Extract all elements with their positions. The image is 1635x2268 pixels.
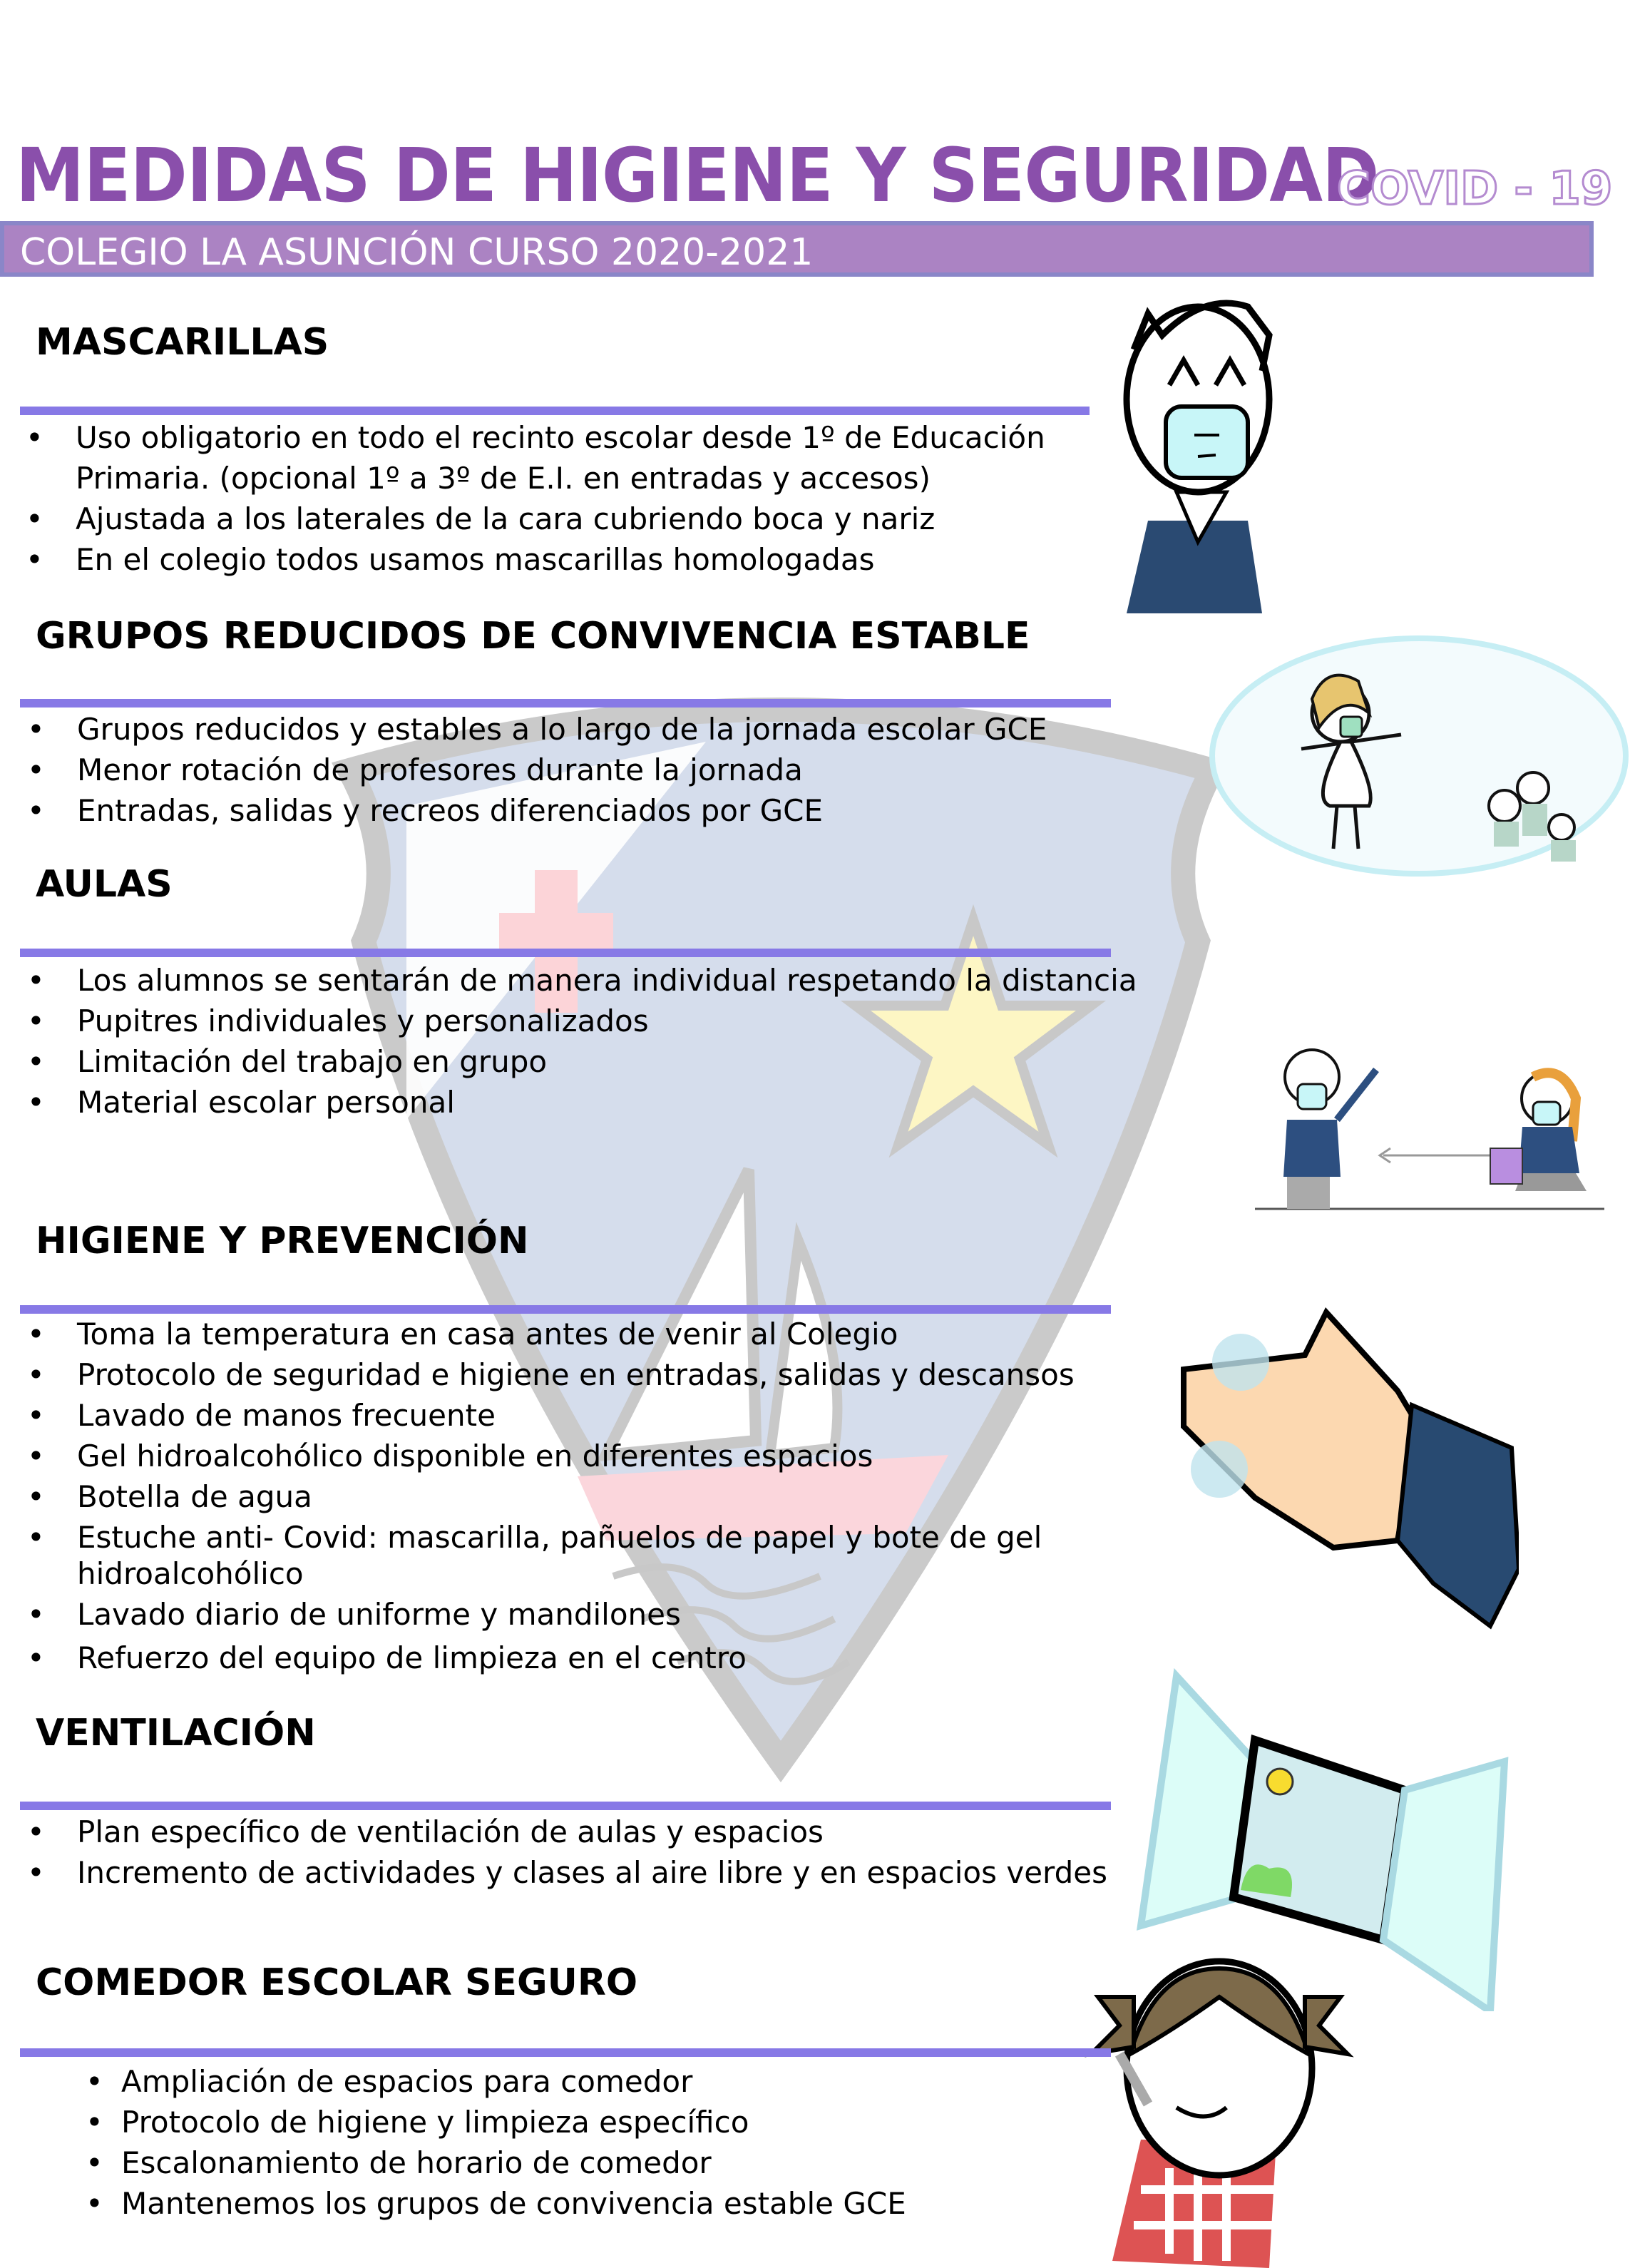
students-social-distance-icon bbox=[1248, 1041, 1619, 1234]
covid-badge: COVID - 19 bbox=[1337, 163, 1613, 215]
hand-washing-icon bbox=[1162, 1284, 1519, 1655]
list-item: • Botella de agua bbox=[14, 1476, 1075, 1517]
bullet-list bbox=[13, 417, 1045, 580]
child-eating-icon bbox=[1070, 1954, 1369, 2268]
bullet-list bbox=[14, 709, 1047, 831]
list-item: • Lavado diario de uniforme y mandilones bbox=[14, 1594, 1075, 1635]
boy-wearing-mask-icon bbox=[1119, 292, 1283, 620]
section-heading: COMEDOR ESCOLAR SEGURO bbox=[36, 1961, 638, 2004]
section-divider bbox=[20, 1802, 1111, 1810]
section-divider bbox=[20, 699, 1111, 708]
list-item-continuation: hidroalcohólico bbox=[77, 1556, 304, 1591]
subtitle-band bbox=[0, 221, 1594, 277]
bullet-list bbox=[14, 960, 1137, 1123]
list-item: • Limitación del trabajo en grupo bbox=[14, 1041, 1137, 1082]
list-item: • Mantenemos los grupos de convivencia estable GCE bbox=[14, 2183, 906, 2224]
section-divider bbox=[20, 407, 1090, 415]
list-item: • Estuche anti- Covid: mascarilla, pañuelos de papel y bote de gel bbox=[14, 1517, 1075, 1558]
section-heading: HIGIENE Y PREVENCIÓN bbox=[36, 1220, 529, 1262]
list-item: • Gel hidroalcohólico disponible en diferentes espacios bbox=[14, 1436, 1075, 1476]
list-item: • Grupos reducidos y estables a lo largo de la jornada escolar GCE bbox=[14, 709, 1047, 750]
section-heading: VENTILACIÓN bbox=[36, 1712, 316, 1754]
list-item: • Toma la temperatura en casa antes de venir al Colegio bbox=[14, 1314, 1075, 1354]
list-item: • Lavado de manos frecuente bbox=[14, 1395, 1075, 1436]
teacher-with-children-bubble-icon bbox=[1205, 635, 1633, 877]
section-heading: MASCARILLAS bbox=[36, 321, 329, 364]
page-title: MEDIDAS DE HIGIENE Y SEGURIDAD bbox=[16, 132, 1379, 219]
list-item: • Incremento de actividades y clases al aire libre y en espacios verdes bbox=[14, 1852, 1107, 1893]
section-divider bbox=[20, 1305, 1111, 1314]
section-heading: GRUPOS REDUCIDOS DE CONVIVENCIA ESTABLE bbox=[36, 615, 1030, 658]
list-item: • Protocolo de seguridad e higiene en entradas, salidas y descansos bbox=[14, 1354, 1075, 1395]
list-item: • Material escolar personal bbox=[14, 1082, 1137, 1123]
section-divider bbox=[20, 2048, 1111, 2057]
list-item: • Ampliación de espacios para comedor bbox=[14, 2061, 906, 2102]
section-divider bbox=[20, 949, 1111, 957]
bullet-list bbox=[14, 2061, 906, 2224]
list-item: • Los alumnos se sentarán de manera individual respetando la distancia bbox=[14, 960, 1137, 1001]
list-item: • Refuerzo del equipo de limpieza en el centro bbox=[14, 1638, 1075, 1678]
list-item: • Pupitres individuales y personalizados bbox=[14, 1001, 1137, 1041]
list-item: • Uso obligatorio en todo el recinto escolar desde 1º de Educación bbox=[13, 417, 1045, 458]
list-item: • Escalonamiento de horario de comedor bbox=[14, 2142, 906, 2183]
list-item: • Menor rotación de profesores durante la jornada bbox=[14, 750, 1047, 790]
bullet-list bbox=[14, 1314, 1075, 1678]
section-heading: AULAS bbox=[36, 863, 173, 906]
list-item: • Ajustada a los laterales de la cara cubriendo boca y nariz bbox=[13, 499, 1045, 539]
list-item: • Plan específico de ventilación de aulas y espacios bbox=[14, 1812, 1107, 1852]
subtitle-text: COLEGIO LA ASUNCIÓN CURSO 2020-2021 bbox=[20, 231, 814, 274]
bullet-list bbox=[14, 1812, 1107, 1893]
list-item: • Entradas, salidas y recreos diferenciados por GCE bbox=[14, 790, 1047, 831]
list-item: • En el colegio todos usamos mascarillas homologadas bbox=[13, 539, 1045, 580]
list-item-continuation: Primaria. (opcional 1º a 3º de E.I. en entradas y accesos) bbox=[76, 461, 931, 496]
list-item: • Protocolo de higiene y limpieza específico bbox=[14, 2102, 906, 2142]
